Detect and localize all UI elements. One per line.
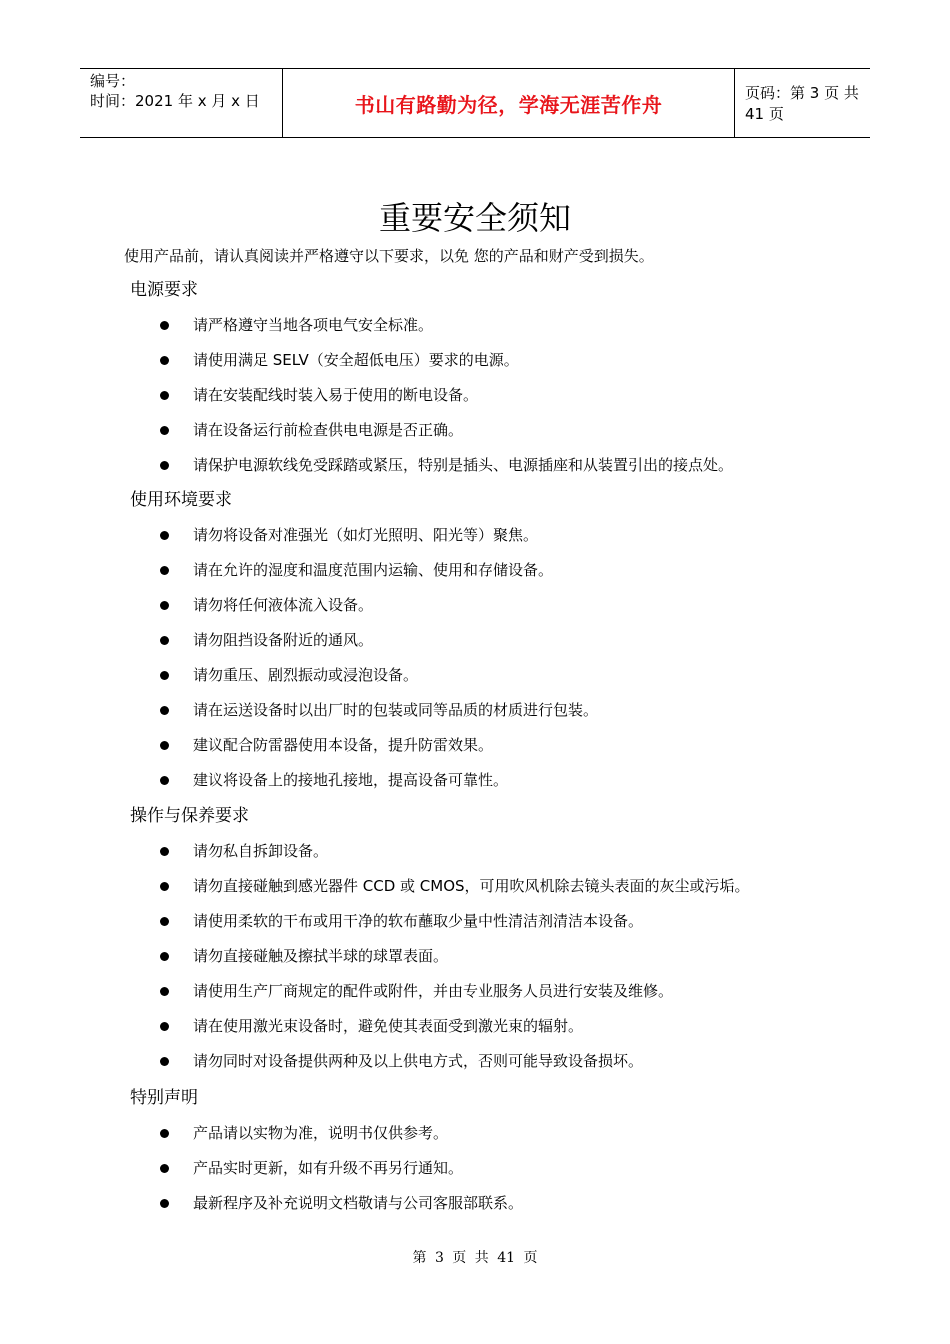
list-item: 请勿重压、剧烈振动或浸泡设备。	[160, 664, 418, 686]
bullet-icon	[160, 1164, 169, 1173]
list-item: 建议配合防雷器使用本设备，提升防雷效果。	[160, 734, 493, 756]
bullet-icon	[160, 847, 169, 856]
list-item: 请在运送设备时以出厂时的包装或同等品质的材质进行包装。	[160, 699, 598, 721]
list-item: 产品实时更新，如有升级不再另行通知。	[160, 1157, 463, 1179]
bullet-icon	[160, 1022, 169, 1031]
list-item: 请使用满足 SELV（安全超低电压）要求的电源。	[160, 349, 519, 371]
header-meta	[80, 69, 282, 137]
bullet-icon	[160, 952, 169, 961]
list-item: 请勿私自拆卸设备。	[160, 840, 328, 862]
list-item: 建议将设备上的接地孔接地，提高设备可靠性。	[160, 769, 508, 791]
page-title: 重要安全须知	[378, 199, 571, 237]
list-item: 请严格遵守当地各项电气安全标准。	[160, 314, 433, 336]
section-heading-operation: 操作与保养要求	[130, 806, 249, 826]
list-item: 请勿同时对设备提供两种及以上供电方式，否则可能导致设备损坏。	[160, 1050, 643, 1072]
bullet-icon	[160, 706, 169, 715]
bullet-icon	[160, 671, 169, 680]
bullet-icon	[160, 461, 169, 470]
list-item: 请勿将设备对准强光（如灯光照明、阳光等）聚焦。	[160, 524, 538, 546]
bullet-icon	[160, 741, 169, 750]
list-item: 请使用柔软的干布或用干净的软布蘸取少量中性清洁剂清洁本设备。	[160, 910, 643, 932]
list-item: 请使用生产厂商规定的配件或附件，并由专业服务人员进行安装及维修。	[160, 980, 673, 1002]
page-header	[80, 68, 870, 138]
list-item: 请在安装配线时装入易于使用的断电设备。	[160, 384, 478, 406]
bullet-icon	[160, 321, 169, 330]
header-motto: 书山有路勤为径，学海无涯苦作舟	[282, 69, 735, 137]
section-heading-power: 电源要求	[130, 280, 198, 300]
list-item: 请勿将任何液体流入设备。	[160, 594, 373, 616]
bullet-icon	[160, 987, 169, 996]
list-item: 最新程序及补充说明文档敬请与公司客服部联系。	[160, 1192, 523, 1214]
document-date-label: 时间：2021 年 x 月 x 日	[90, 92, 260, 110]
list-item: 请勿直接碰触到感光器件 CCD 或 CMOS，可用吹风机除去镜头表面的灰尘或污垢。	[160, 875, 750, 897]
list-item: 请在使用激光束设备时，避免使其表面受到激光束的辐射。	[160, 1015, 583, 1037]
list-item: 产品请以实物为准，说明书仅供参考。	[160, 1122, 448, 1144]
list-item: 请勿阻挡设备附近的通风。	[160, 629, 373, 651]
bullet-icon	[160, 566, 169, 575]
page-footer: 第 3 页 共 41 页	[412, 1250, 538, 1266]
list-item: 请保护电源软线免受踩踏或紧压，特别是插头、电源插座和从装置引出的接点处。	[160, 454, 733, 476]
bullet-icon	[160, 356, 169, 365]
bullet-icon	[160, 391, 169, 400]
bullet-icon	[160, 1199, 169, 1208]
intro-paragraph: 使用产品前，请认真阅读并严格遵守以下要求，以免 您的产品和财产受到损失。	[124, 247, 654, 265]
bullet-icon	[160, 636, 169, 645]
bullet-icon	[160, 776, 169, 785]
bullet-icon	[160, 601, 169, 610]
section-heading-special: 特别声明	[130, 1088, 198, 1108]
section-heading-environment: 使用环境要求	[130, 490, 232, 510]
document-number-label: 编号：	[90, 72, 136, 90]
bullet-icon	[160, 1129, 169, 1138]
bullet-icon	[160, 917, 169, 926]
bullet-icon	[160, 882, 169, 891]
bullet-icon	[160, 531, 169, 540]
list-item: 请在允许的湿度和温度范围内运输、使用和存储设备。	[160, 559, 553, 581]
bullet-icon	[160, 426, 169, 435]
list-item: 请勿直接碰触及擦拭半球的球罩表面。	[160, 945, 448, 967]
list-item: 请在设备运行前检查供电电源是否正确。	[160, 419, 463, 441]
bullet-icon	[160, 1057, 169, 1066]
header-page-info: 页码：第 3 页 共 41 页	[745, 84, 859, 123]
